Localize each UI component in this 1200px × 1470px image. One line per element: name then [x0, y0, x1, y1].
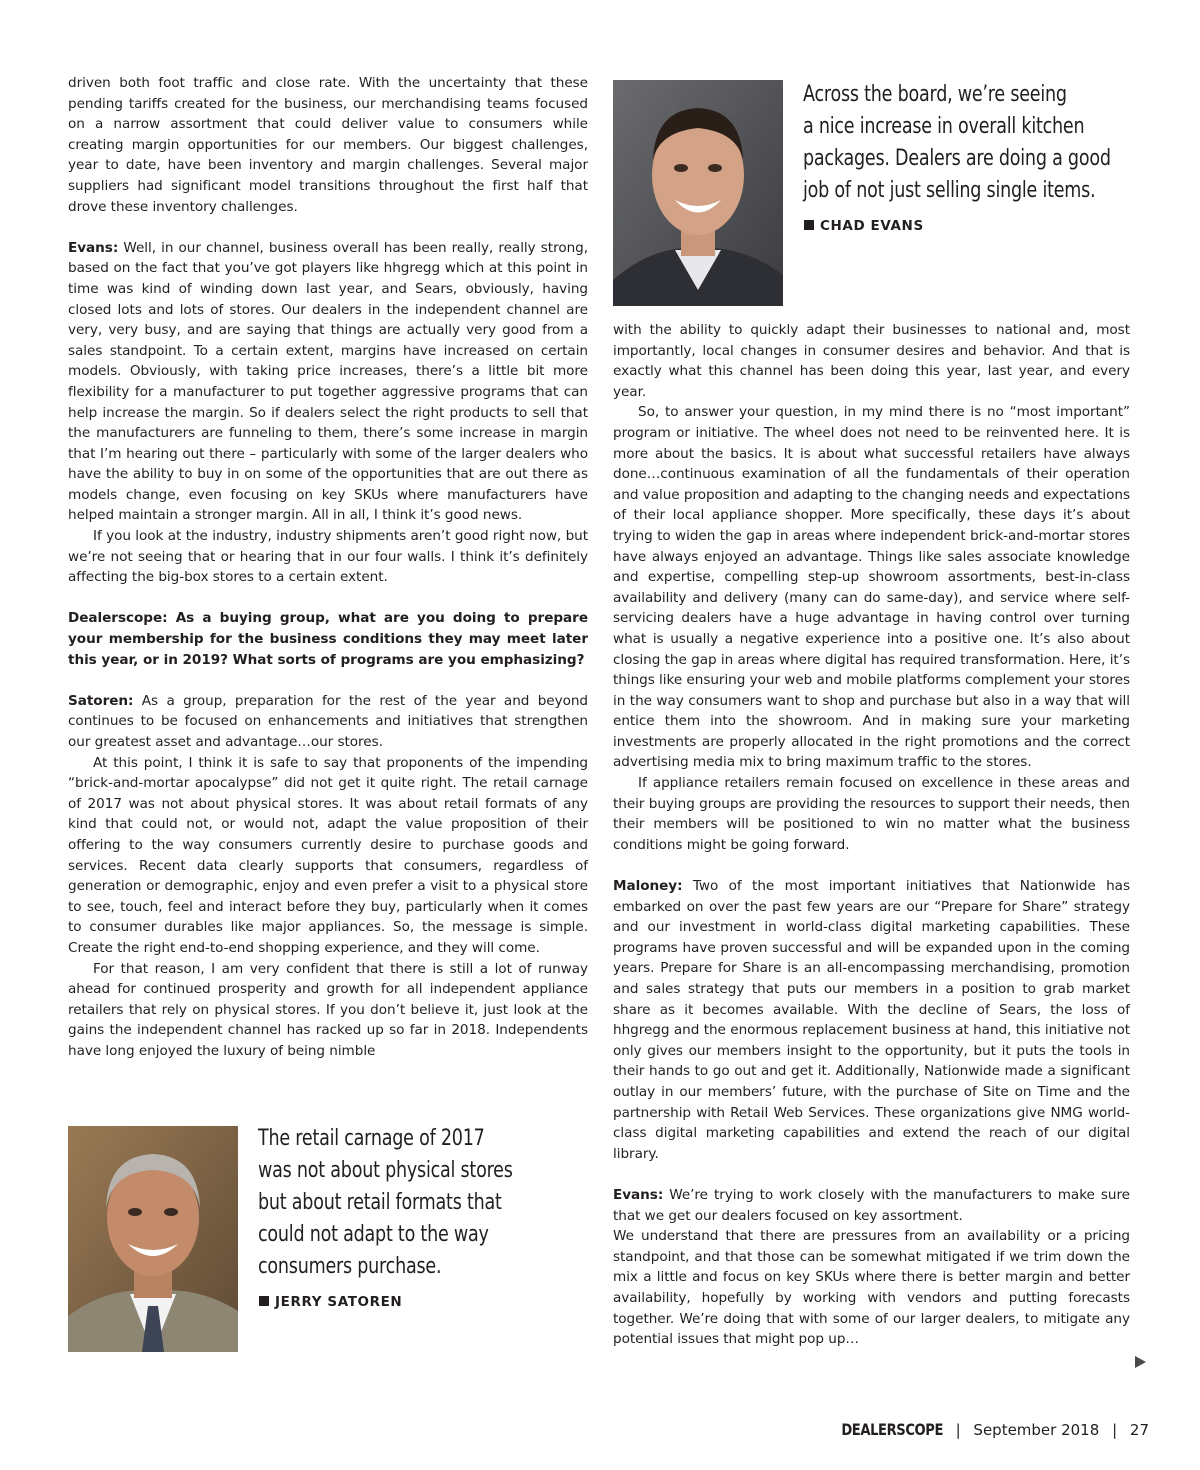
pull-quote-evans: [803, 78, 1111, 206]
footer-separator: |: [955, 1421, 961, 1439]
paragraph: [68, 238, 588, 526]
speaker-label: Maloney:: [613, 878, 683, 895]
paragraph: [613, 1185, 1130, 1226]
article-column-right: [613, 320, 1130, 1350]
footer-separator: |: [1112, 1421, 1118, 1439]
paragraph: If appliance retailers remain focused on excellence in these areas and their buying groups are providing the resources to support their needs, then their members will be positioned to win no matter what the business conditions might be going forward.: [613, 775, 1130, 853]
pull-quote-line: job of not just selling single items.: [803, 177, 1096, 203]
pull-quote-line: The retail carnage of 2017: [258, 1125, 485, 1151]
interview-question: Dealerscope: As a buying group, what are you doing to prepare your membership for the business conditions they may meet later this year, or in 2019? What sorts of programs are you emphasizing?: [68, 610, 588, 668]
paragraph-text: As a group, preparation for the rest of the year and beyond continues to be focused on enhancements and initiatives that strengthen our greatest asset and advantage…our stores.: [68, 692, 588, 750]
attribution-satoren: JERRY SATOREN: [259, 1294, 402, 1310]
attribution-evans: CHAD EVANS: [804, 218, 924, 234]
paragraph-text: We’re trying to work closely with the manufacturers to make sure that we get our dealers focused on key assortment.: [613, 1186, 1130, 1224]
jerry-satoren-photo: [68, 1126, 238, 1352]
pull-quote-line: was not about physical stores: [258, 1157, 513, 1183]
paragraph: So, to answer your question, in my mind there is no “most important” program or initiative. The wheel does not need to be reinvented here. It is more about the basics. It is about what successful retailers have always done…continuous examination of all the fundamentals of their operation and value proposition and adapting to the changing needs and expectations of their local appliance shopper. More specifically, these days it’s about trying to widen the gap in areas where independent brick-and-mortar stores have always enjoyed an advantage. Things like sales associate knowledge and expertise, compelling step-up showroom assortments, best-in-class availability and delivery (many can do same-day), and service where self-servicing dealers have a huge advantage in having control over turning what is usually a negative experience into a positive one. It’s also about closing the gap in areas where digital has required transformation. Here, it’s things like ensuring your web and mobile platforms complement your stores in the way consumers want to shop and purchase but also in a way that will entice them into the showroom. And in making sure your marketing investments are properly allocated in the right promotions and the correct advertising media mix to bring maximum traffic to the stores.: [613, 404, 1130, 771]
paragraph-text: Well, in our channel, business overall has been really, really strong, based on the fact that you’ve got players like hhgregg which at this point in time was kind of winding down last year, and Sears, obviously, having closed lots and lots of stores. Our dealers in the independent channel are very, very busy, and are saying that things are actually very good from a sales standpoint. To a certain extent, margins have increased on certain models. Obviously, with taking price increases, there’s a little bit more flexibility for a manufacturer to put together aggressive programs that can help increase the margin. So if dealers select the right products to sell that the manufacturers are funneling to them, there’s some increase in margin that I’m hearing out there – particularly with some of the larger dealers who have the ability to buy in on some of the opportunities that are out there as models change, even focusing on key SKUs where manufacturers have helped maintain a stronger margin. All in all, I think it’s good news.: [68, 239, 588, 524]
pull-quote-line: packages. Dealers are doing a good: [803, 145, 1111, 171]
pull-quote-line: but about retail formats that: [258, 1189, 502, 1215]
page-footer: [819, 1420, 1149, 1439]
page-number: 27: [1129, 1421, 1149, 1439]
issue-date: September 2018: [973, 1421, 1100, 1439]
speaker-label: Evans:: [613, 1186, 664, 1203]
paragraph: For that reason, I am very confident that there is still a lot of runway ahead for continued prosperity and growth for all independent appliance retailers that rely on physical stores. If you don’t believe it, just look at the gains the independent channel has racked up so far in 2018. Independents have long enjoyed the luxury of being nimble: [68, 960, 588, 1059]
pull-quote-line: Across the board, we’re seeing: [803, 81, 1067, 107]
paragraph: [613, 876, 1130, 1164]
speaker-label: Satoren:: [68, 692, 134, 709]
square-bullet-icon: [804, 220, 814, 230]
article-column-left: [68, 73, 588, 1062]
paragraph: If you look at the industry, industry shipments aren’t good right now, but we’re not seeing that or hearing that in our four walls. I think it’s definitely affecting the big-box stores to a certain extent.: [68, 528, 588, 586]
pull-quote-line: consumers purchase.: [258, 1253, 442, 1279]
paragraph: with the ability to quickly adapt their businesses to national and, most importantly, local changes in consumer desires and behavior. And that is exactly what this channel has been doing this year, last year, and every year.: [613, 322, 1130, 400]
chad-evans-photo: [613, 80, 783, 306]
paragraph: We understand that there are pressures from an availability or a pricing standpoint, and that those can be somewhat mitigated if we trim down the mix a little and focus on key SKUs where there is better margin and better availability, hopefully by working with vendors and putting forecasts together. We’re doing that with some of our larger dealers, to mitigate any potential issues that might pop up…: [613, 1228, 1130, 1348]
continue-arrow-icon: [1135, 1356, 1146, 1368]
speaker-label: Evans:: [68, 239, 119, 256]
pull-quote-line: could not adapt to the way: [258, 1221, 489, 1247]
paragraph-text: Two of the most important initiatives that Nationwide has embarked on over the past few years are our “Prepare for Share” strategy and our investment in world-class digital marketing capabilities. These programs have proven successful and will be expanded upon in the coming years. Prepare for Share is an all-encompassing merchandising, promotion and sales strategy that puts our members in a position to grab market share as it becomes available. With the decline of Sears, the loss of hhgregg and the enormous replacement business at hand, this initiative not only gives our members insight to the opportunity, but it puts the tools in their hands to go out and get it. Additionally, Nationwide made a significant outlay in our members’ future, with the purchase of Site on Time and the partnership with Retail Web Services. These organizations give NMG world-class digital marketing capabilities and extend the reach of our digital library.: [613, 878, 1130, 1162]
paragraph: [68, 691, 588, 753]
pull-quote-line: a nice increase in overall kitchen: [803, 113, 1085, 139]
paragraph: At this point, I think it is safe to say that proponents of the impending “brick-and-mortar apocalypse” did not get it quite right. The retail carnage of 2017 was not about physical stores. It was about retail formats of any kind that could not, or would not, adapt the value proposition of their offering to the way consumers currently desire to purchase goods and services. Recent data clearly supports that consumers, regardless of generation or demographic, enjoy and even prefer a visit to a physical store to see, touch, feel and interact before they buy, particularly when it comes to consumer durables like major appliances. So, the message is simple. Create the right end-to-end shopping experience, and they will come.: [68, 754, 588, 956]
pull-quote-satoren: [258, 1122, 513, 1282]
paragraph: driven both foot traffic and close rate. With the uncertainty that these pending tariffs created for the business, our merchandising teams focused on a narrow assortment that could deliver value to consumers while creating margin opportunities for our members. Our biggest challenges, year to date, have been inventory and margin challenges. Several major suppliers had significant model transitions throughout the first half that drove these inventory challenges.: [68, 75, 588, 215]
publication-logo: DEALERSCOPE: [841, 1420, 943, 1439]
square-bullet-icon: [259, 1296, 269, 1306]
